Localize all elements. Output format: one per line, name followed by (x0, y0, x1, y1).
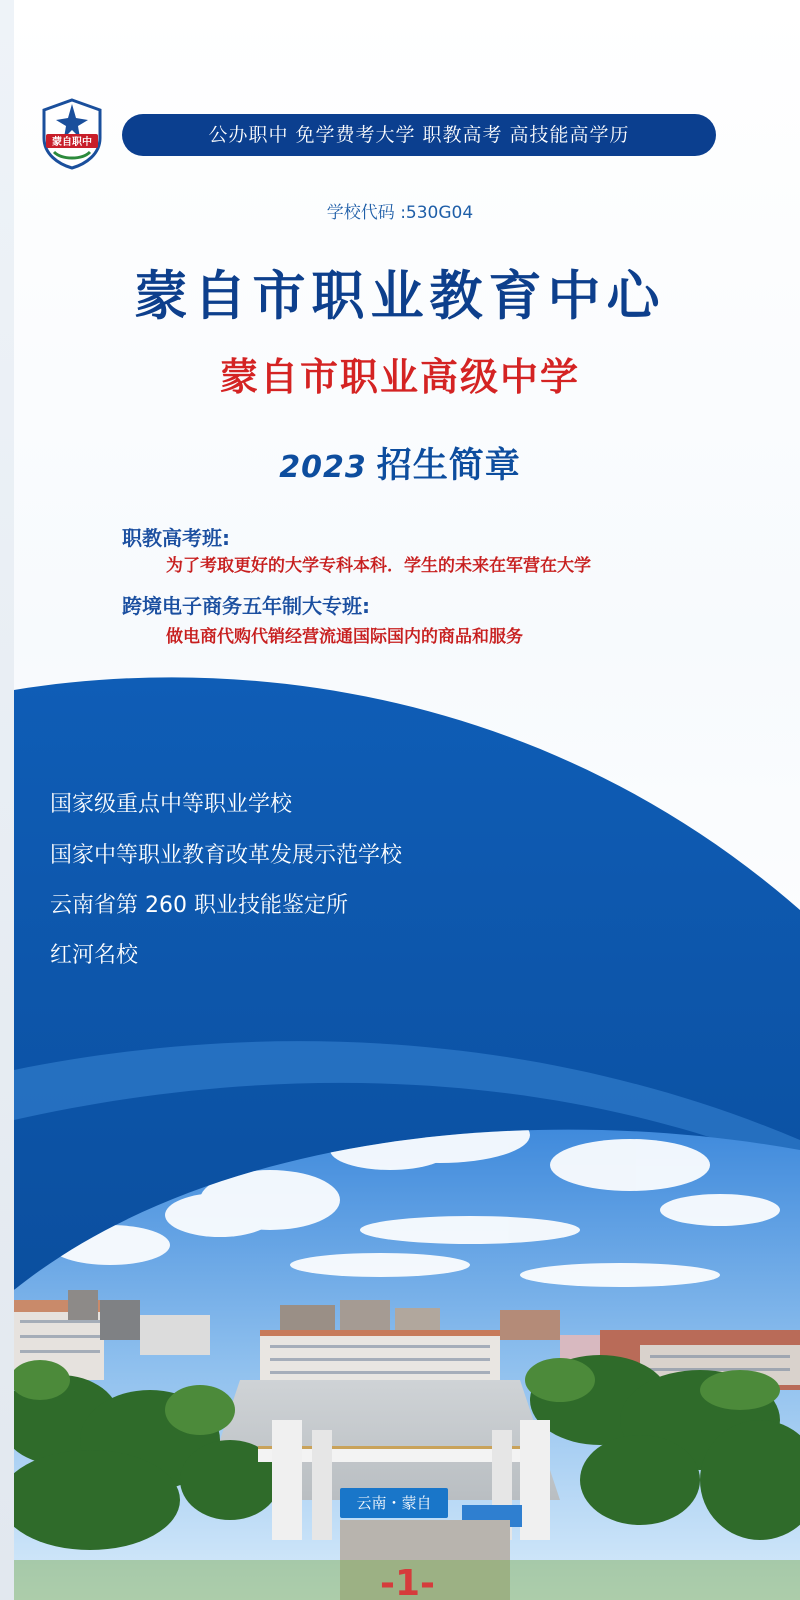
brochure-name: 招生简章 (376, 446, 521, 486)
brochure-heading (0, 438, 800, 488)
honor-item: 红河名校 (50, 943, 139, 968)
brochure-year: 2023 (279, 450, 367, 485)
program-description: 做电商代购代销经营流通国际国内的商品和服务 (166, 627, 523, 647)
school-code: 学校代码 :530G04 (326, 203, 474, 223)
school-subtitle: 蒙自市职业高级中学 (219, 355, 580, 399)
program-heading: 跨境电子商务五年制大专班: (122, 594, 370, 618)
honor-item: 国家级重点中等职业学校 (50, 792, 293, 817)
program-description: 为了考取更好的大学专科本科．学生的未来在军营在大学 (166, 556, 591, 576)
program-heading: 职教高考班: (122, 526, 230, 550)
school-title: 蒙自市职业教育中心 (134, 266, 666, 327)
school-logo (40, 98, 104, 170)
logo-text: 蒙自职中 (52, 137, 92, 148)
honor-item: 国家中等职业教育改革发展示范学校 (50, 843, 403, 868)
location-label: 云南・蒙自 (340, 1488, 448, 1518)
page-number: -1- (380, 1563, 435, 1600)
slogan-banner: 公办职中 免学费考大学 职教高考 高技能高学历 (122, 114, 716, 156)
honor-item: 云南省第 260 职业技能鉴定所 (50, 893, 348, 918)
